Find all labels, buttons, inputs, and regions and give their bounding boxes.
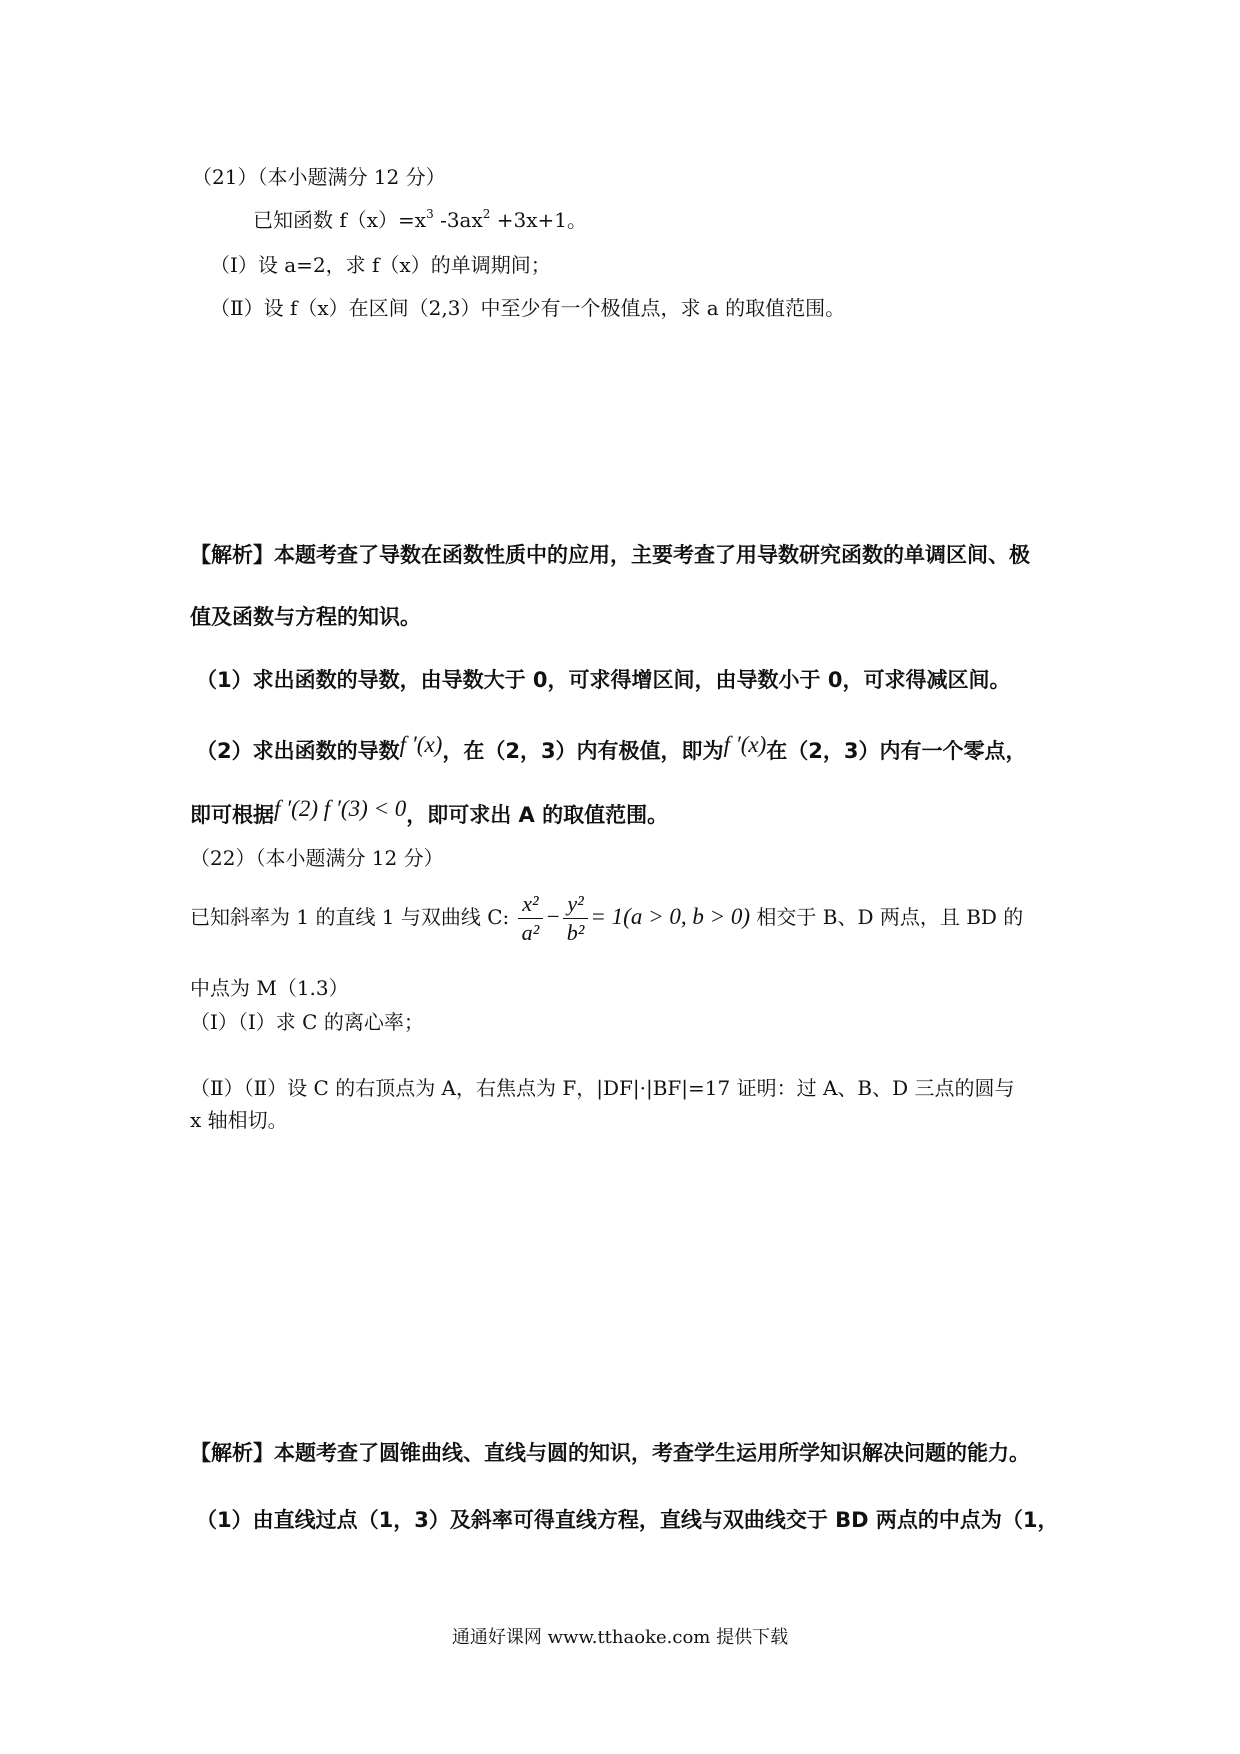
derivative-formula: f ′(x) [723, 732, 767, 757]
derivative-formula: f ′(x) [399, 732, 443, 757]
q21-heading: （21）（本小题满分 12 分） [192, 165, 446, 189]
q21-part2: （Ⅱ）设 f（x）在区间（2,3）中至少有一个极值点，求 a 的取值范围。 [210, 296, 846, 320]
analysis22-line2: （1）由直线过点（1，3）及斜率可得直线方程，直线与双曲线交于 BD 两点的中点为（1， [196, 1508, 1059, 1532]
q21-part1: （Ⅰ）设 a=2，求 f（x）的单调期间； [210, 253, 551, 277]
q21-stem: 已知函数 $f(x)=x^3$ $-3ax^2 +3x+1$。 [253, 207, 588, 232]
page-footer: 通通好课网 www.tthaoke.com 提供下载 [451, 1627, 789, 1648]
analysis22-line1: 【解析】本题考查了圆锥曲线、直线与圆的知识，考查学生运用所学知识解决问题的能力。 [190, 1441, 1030, 1465]
analysis21-step1: （1）求出函数的导数，由导数大于 0，可求得增区间，由导数小于 0，可求得减区间。 [196, 668, 1011, 692]
analysis21-line1: 【解析】本题考查了导数在函数性质中的应用，主要考查了用导数研究函数的单调区间、极 [190, 543, 1030, 567]
q22-stem-midpoint: 中点为 M（1.3） [190, 976, 349, 1000]
hyperbola-condition: = 1(a > 0, b > 0) [590, 904, 751, 929]
fraction-y-over-b: $\frac{\text{y²}}{\text{b²}}$ [563, 893, 589, 944]
q22-stem: 已知斜率为 1 的直线 1 与双曲线 C: $\frac{\text{x²}}{\text{a²}}$ − $\frac{\text{y²}}{\text{b²}}$ = 1(a > 0, b > 0) 相交于 B、D 两点，且 BD 的 [190, 891, 1024, 945]
q22-part2-line1: （Ⅱ）（Ⅱ）设 C 的右顶点为 A，右焦点为 F，|DF|·|BF|=17 证明：过 A、B、D 三点的圆与 [190, 1076, 1015, 1100]
q22-part1: （Ⅰ）（Ⅰ）求 C 的离心率； [190, 1010, 424, 1034]
q22-part2-line2: x 轴相切。 [190, 1108, 288, 1132]
q22-heading: （22）（本小题满分 12 分） [190, 846, 444, 870]
condition-formula: f ′(2) f ′(3) < 0 [274, 796, 407, 821]
analysis21-step2: （2）求出函数的导数f ′(x)，在（2，3）内有极值，即为f ′(x)在（2，3）内有一个零点， [196, 732, 1027, 763]
analysis21-step3: 即可根据f ′(2) f ′(3) < 0，即可求出 A 的取值范围。 [190, 796, 669, 827]
fraction-x-over-a: $\frac{\text{x²}}{\text{a²}}$ [518, 893, 544, 944]
analysis21-line2: 值及函数与方程的知识。 [190, 605, 421, 629]
